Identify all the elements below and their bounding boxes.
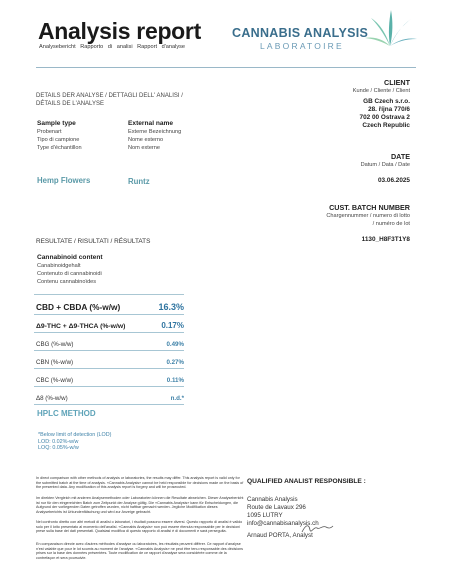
client-name: GB Czech s.r.o. <box>363 98 410 105</box>
report-title: Analysis report <box>38 18 201 44</box>
client-street: 28. října 770/6 <box>368 106 410 113</box>
result-name: Δ9-THC + Δ9-THCA (%-w/w) <box>36 323 126 330</box>
sample-type-label: Sample type <box>37 120 76 127</box>
result-row-cbc <box>34 370 184 387</box>
result-name: Δ8 (%-w/w) <box>36 395 68 402</box>
external-name-value: Runtz <box>128 177 150 186</box>
external-name-sub-de: Externe Bezeichnung <box>128 129 182 135</box>
results-top-divider <box>34 294 184 295</box>
header-divider <box>36 67 416 68</box>
external-name-sub-fr: Nom externe <box>128 145 161 151</box>
result-name: CBN (%-w/w) <box>36 359 74 366</box>
disclaimer-de: Im direkten Vergleich mit anderen Analysemethoden oder Laboratorien können die Resultate abweichen. Dieser Analysebericht ist nur für den eingereichten Batch zum Zeitpunkt der Analyse gültig. Die «Cannabis Analysis» kann für Entscheidungen, die Aufgrund der vorliegenden Daten getroffen wurden, nicht haftbar gemacht werden. Jegliche Modifikation dieses Analyseberichts ist Urkundenfälschung und wird zur Anzeige gebracht. <box>36 496 244 514</box>
date-sub: Datum / Data / Date <box>360 162 410 168</box>
content-sub-it: Contenuto di cannabinoidi <box>37 271 102 277</box>
external-name-label: External name <box>128 120 174 127</box>
qa-email[interactable]: info@cannabisanalysis.ch <box>247 520 319 527</box>
sample-type-sub-de: Probenart <box>37 129 62 135</box>
batch-heading: CUST. BATCH NUMBER <box>329 203 410 212</box>
result-value: 0.49% <box>166 341 184 348</box>
results-heading: RESULTATE / RISULTATI / RÉSULTATS <box>36 238 151 245</box>
qa-city: 1095 LUTRY <box>247 512 283 519</box>
date-heading: DATE <box>390 152 410 161</box>
result-name: CBC (%-w/w) <box>36 377 74 384</box>
result-row-d8 <box>34 388 184 405</box>
lod-block <box>38 432 111 452</box>
result-value: 0.17% <box>161 321 184 330</box>
batch-sub-2: / numéro de lot <box>372 221 410 227</box>
loq-value: LOQ: 0.05%-w/w <box>38 445 79 451</box>
result-row-cbd <box>34 298 184 315</box>
disclaimer-it: Nel confronto diretto con altri metodi di analisi o laboratori, i risultati possono essere diversi. Questo rapporto di analisi è valido solo per il lotto presentato al momento dell'analisi. «Cannabis Analysis» non può essere ritenuta responsabile per le decisioni prese sulla base dei dati presentati. Qualsiasi modifica di questo rapporto di analisi è di documenti e sarà perseguita. <box>36 520 243 533</box>
sample-type-sub-it: Tipo di campione <box>37 137 80 143</box>
content-sub-de: Canabinoidgehalt <box>37 263 81 269</box>
logo-subtitle: LABORATOIRE <box>260 41 344 51</box>
sample-type-value: Hemp Flowers <box>37 176 91 185</box>
result-name: CBG (%-w/w) <box>36 341 74 348</box>
result-row-thc <box>34 316 184 333</box>
disclaimer-en: In direct comparison with other methods of analysis or laboratories, the results may differ. This analysis report is valid only for the submitted batch at the time of analysis. «Cannabis Analysis» cannot be held responsible for decisions made on the basis of the presented data. Any modification of this analysis report is forgery and will be prosecuted. <box>36 476 244 489</box>
method-heading: HPLC METHOD <box>37 409 96 418</box>
client-sub: Kunde / Cliente / Client <box>352 88 410 94</box>
content-sub-fr: Contenu cannabinoïdes <box>37 279 97 285</box>
result-value: n.d.* <box>170 395 184 402</box>
result-row-cbg <box>34 334 184 351</box>
external-name-sub-it: Nome esterno <box>128 137 164 143</box>
result-row-cbn <box>34 352 184 369</box>
result-value: 0.11% <box>166 377 184 384</box>
logo-wordmark: CANNABIS ANALYSIS <box>232 26 369 40</box>
report-subtitle: Analysebericht Rapporto di analisi Rapport d'analyse <box>39 44 186 50</box>
lod-title: *Below limit of detection (LOD) <box>38 432 112 438</box>
sample-type-sub-fr: Type d'échantillon <box>37 145 82 151</box>
qa-company: Cannabis Analysis <box>247 496 298 503</box>
batch-sub-1: Chargennummer / numero di lotto <box>326 213 410 219</box>
result-name: CBD + CBDA (%-w/w) <box>36 302 121 312</box>
result-value: 16.3% <box>158 302 184 312</box>
lod-value: LOD: 0.02%-w/w <box>38 438 79 445</box>
details-heading-2: DÉTAILS DE L'ANALYSE <box>36 101 104 107</box>
qa-heading: QUALIFIED ANALIST RESPONSIBLE : <box>247 478 366 485</box>
client-city: 702 00 Ostrava 2 <box>359 114 410 121</box>
disclaimer-fr: En comparaison directe avec d'autres méthodes d'analyse ou laboratoires, les résultats peuvent différer. Ce rapport d'analyse n'est valable que pour le lot soumis au moment de l'analyse. «Cannabis Analysis» ne peut être tenu responsable des décisions prises sur la base des données présentées. Toute modification de ce rapport d'analyse sera considérée comme de la contrefaçon et sera poursuivie. <box>36 542 244 560</box>
details-heading: DETAILS DER ANALYSE / DETTAGLI DELL' ANALISI / <box>36 93 183 99</box>
client-country: Czech Republic <box>362 122 410 129</box>
cannabinoid-content-label: Cannabinoid content <box>37 254 103 261</box>
batch-value: 1130_H8F3T1Y8 <box>361 236 410 243</box>
qa-street: Route de Lavaux 296 <box>247 504 306 511</box>
date-value: 03.06.2025 <box>378 177 410 184</box>
result-value: 0.27% <box>166 359 184 366</box>
client-heading: CLIENT <box>384 78 410 87</box>
qa-signer: Arnaud PORTA, Analyst <box>247 532 313 539</box>
